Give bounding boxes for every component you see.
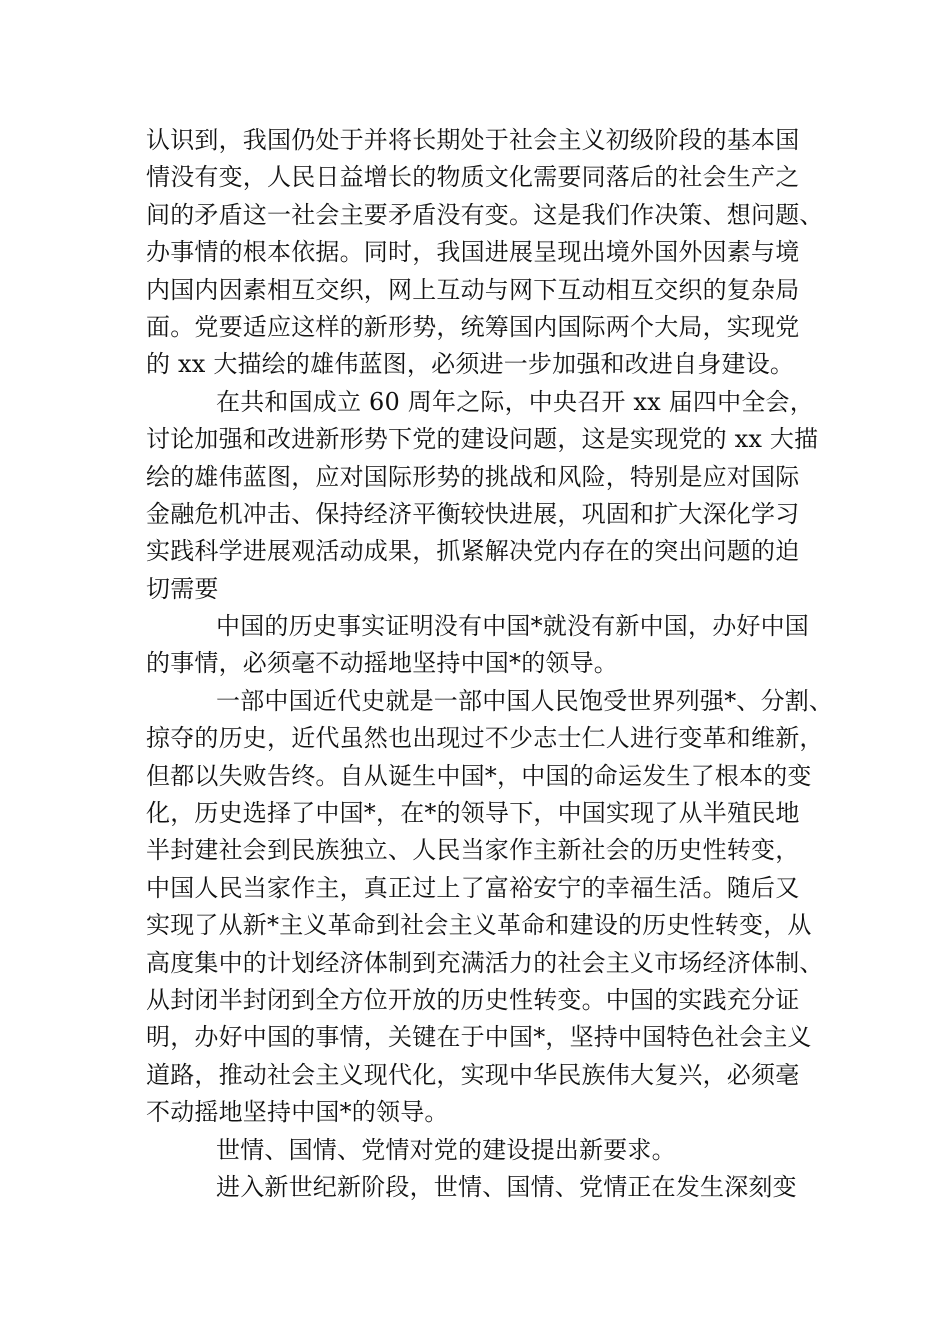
document-body-text: [146, 122, 834, 1206]
text-line: 金融危机冲击、保持经济平衡较快进展，巩固和扩大深化学习: [146, 499, 800, 528]
text-line: 实践科学进展观活动成果，抓紧解决党内存在的突出问题的迫: [146, 537, 800, 566]
text-line: 切需要: [146, 574, 219, 603]
text-line: 道路，推动社会主义现代化，实现中华民族伟大复兴，必须毫: [146, 1060, 800, 1089]
text-line: 掠夺的历史，近代虽然也出现过不少志士仁人进行变革和维新，: [146, 724, 824, 753]
text-line: 讨论加强和改进新形势下党的建设问题，这是实现党的 xx 大描: [146, 425, 819, 454]
text-line: 半封建社会到民族独立、人民当家作主新社会的历史性转变，: [146, 836, 800, 865]
text-line: 高度集中的计划经济体制到充满活力的社会主义市场经济体制、: [146, 948, 824, 977]
text-line: 间的矛盾这一社会主要矛盾没有变。这是我们作决策、想问题、: [146, 200, 824, 229]
text-line: 实现了从新*主义革命到社会主义革命和建设的历史性转变，从: [146, 911, 812, 940]
text-line: 认识到，我国仍处于并将长期处于社会主义初级阶段的基本国: [146, 126, 800, 154]
text-line: 化，历史选择了中国*，在*的领导下，中国实现了从半殖民地: [146, 799, 800, 828]
text-line: 的事情，必须毫不动摇地坚持中国*的领导。: [146, 649, 618, 678]
text-line: 一部中国近代史就是一部中国人民饱受世界列强*、分割、: [216, 686, 834, 715]
text-line: 中国人民当家作主，真正过上了富裕安宁的幸福生活。随后又: [146, 873, 800, 902]
text-line: 面。党要适应这样的新形势，统筹国内国际两个大局，实现党: [146, 312, 800, 341]
text-line: 明，办好中国的事情，关键在于中国*，坚持中国特色社会主义: [146, 1023, 812, 1052]
text-line: 的 xx 大描绘的雄伟蓝图，必须进一步加强和改进自身建设。: [146, 350, 795, 379]
text-line: 在共和国成立 60 周年之际，中央召开 xx 届四中全会，: [216, 387, 814, 416]
text-line: 内国内因素相互交织，网上互动与网下互动相互交织的复杂局: [146, 275, 800, 304]
text-line: 进入新世纪新阶段，世情、国情、党情正在发生深刻变: [216, 1172, 797, 1201]
text-line: 情没有变，人民日益增长的物质文化需要同落后的社会生产之: [146, 163, 800, 192]
text-line: 绘的雄伟蓝图，应对国际形势的挑战和风险，特别是应对国际: [146, 462, 800, 491]
text-line: 办事情的根本依据。同时，我国进展呈现出境外国外因素与境: [146, 238, 800, 267]
text-line: 从封闭半封闭到全方位开放的历史性转变。中国的实践充分证: [146, 985, 800, 1014]
text-line: 中国的历史事实证明没有中国*就没有新中国，办好中国: [216, 612, 809, 641]
text-line: 不动摇地坚持中国*的领导。: [146, 1098, 449, 1127]
text-line: 世情、国情、党情对党的建设提出新要求。: [216, 1135, 676, 1164]
text-line: 但都以失败告终。自从诞生中国*，中国的命运发生了根本的变: [146, 761, 812, 790]
